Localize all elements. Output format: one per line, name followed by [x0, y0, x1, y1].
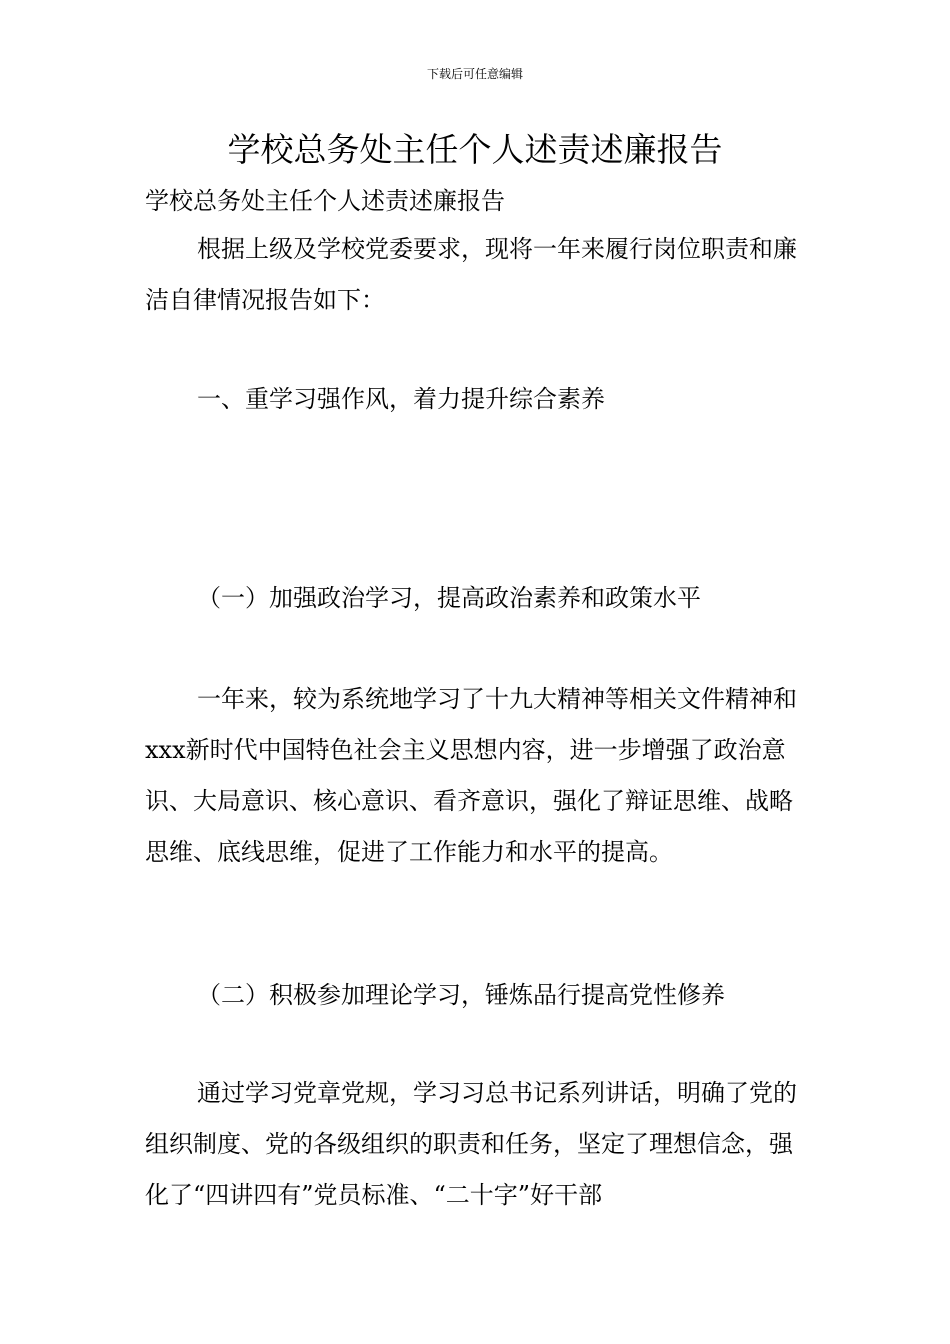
intro-paragraph: 根据上级及学校党委要求，现将一年来履行岗位职责和廉洁自律情况报告如下： [145, 235, 797, 314]
document-title: 学校总务处主任个人述责述廉报告 [227, 130, 723, 169]
subsection-1-heading: （一）加强政治学习，提高政治素养和政策水平 [197, 584, 701, 612]
subsection-2-body: 通过学习党章党规，学习习总书记系列讲话，明确了党的组织制度、党的各级组织的职责和任务，坚定了理想信念，强化了“四讲四有”党员标准、“二十字”好干部 [145, 1079, 797, 1209]
page-header-note: 下载后可任意编辑 [426, 67, 523, 81]
subsection-2-heading: （二）积极参加理论学习，锤炼品行提高党性修养 [197, 981, 725, 1009]
section-1-heading: 一、重学习强作风，着力提升综合素养 [197, 385, 605, 413]
subsection-1-body: 一年来，较为系统地学习了十九大精神等相关文件精神和xxx新时代中国特色社会主义思想内容，进一步增强了政治意识、大局意识、核心意识、看齐意识，强化了辩证思维、战略思维、底线思维，促进了工作能力和水平的提高。 [145, 685, 797, 866]
document-subtitle: 学校总务处主任个人述责述廉报告 [145, 187, 505, 215]
